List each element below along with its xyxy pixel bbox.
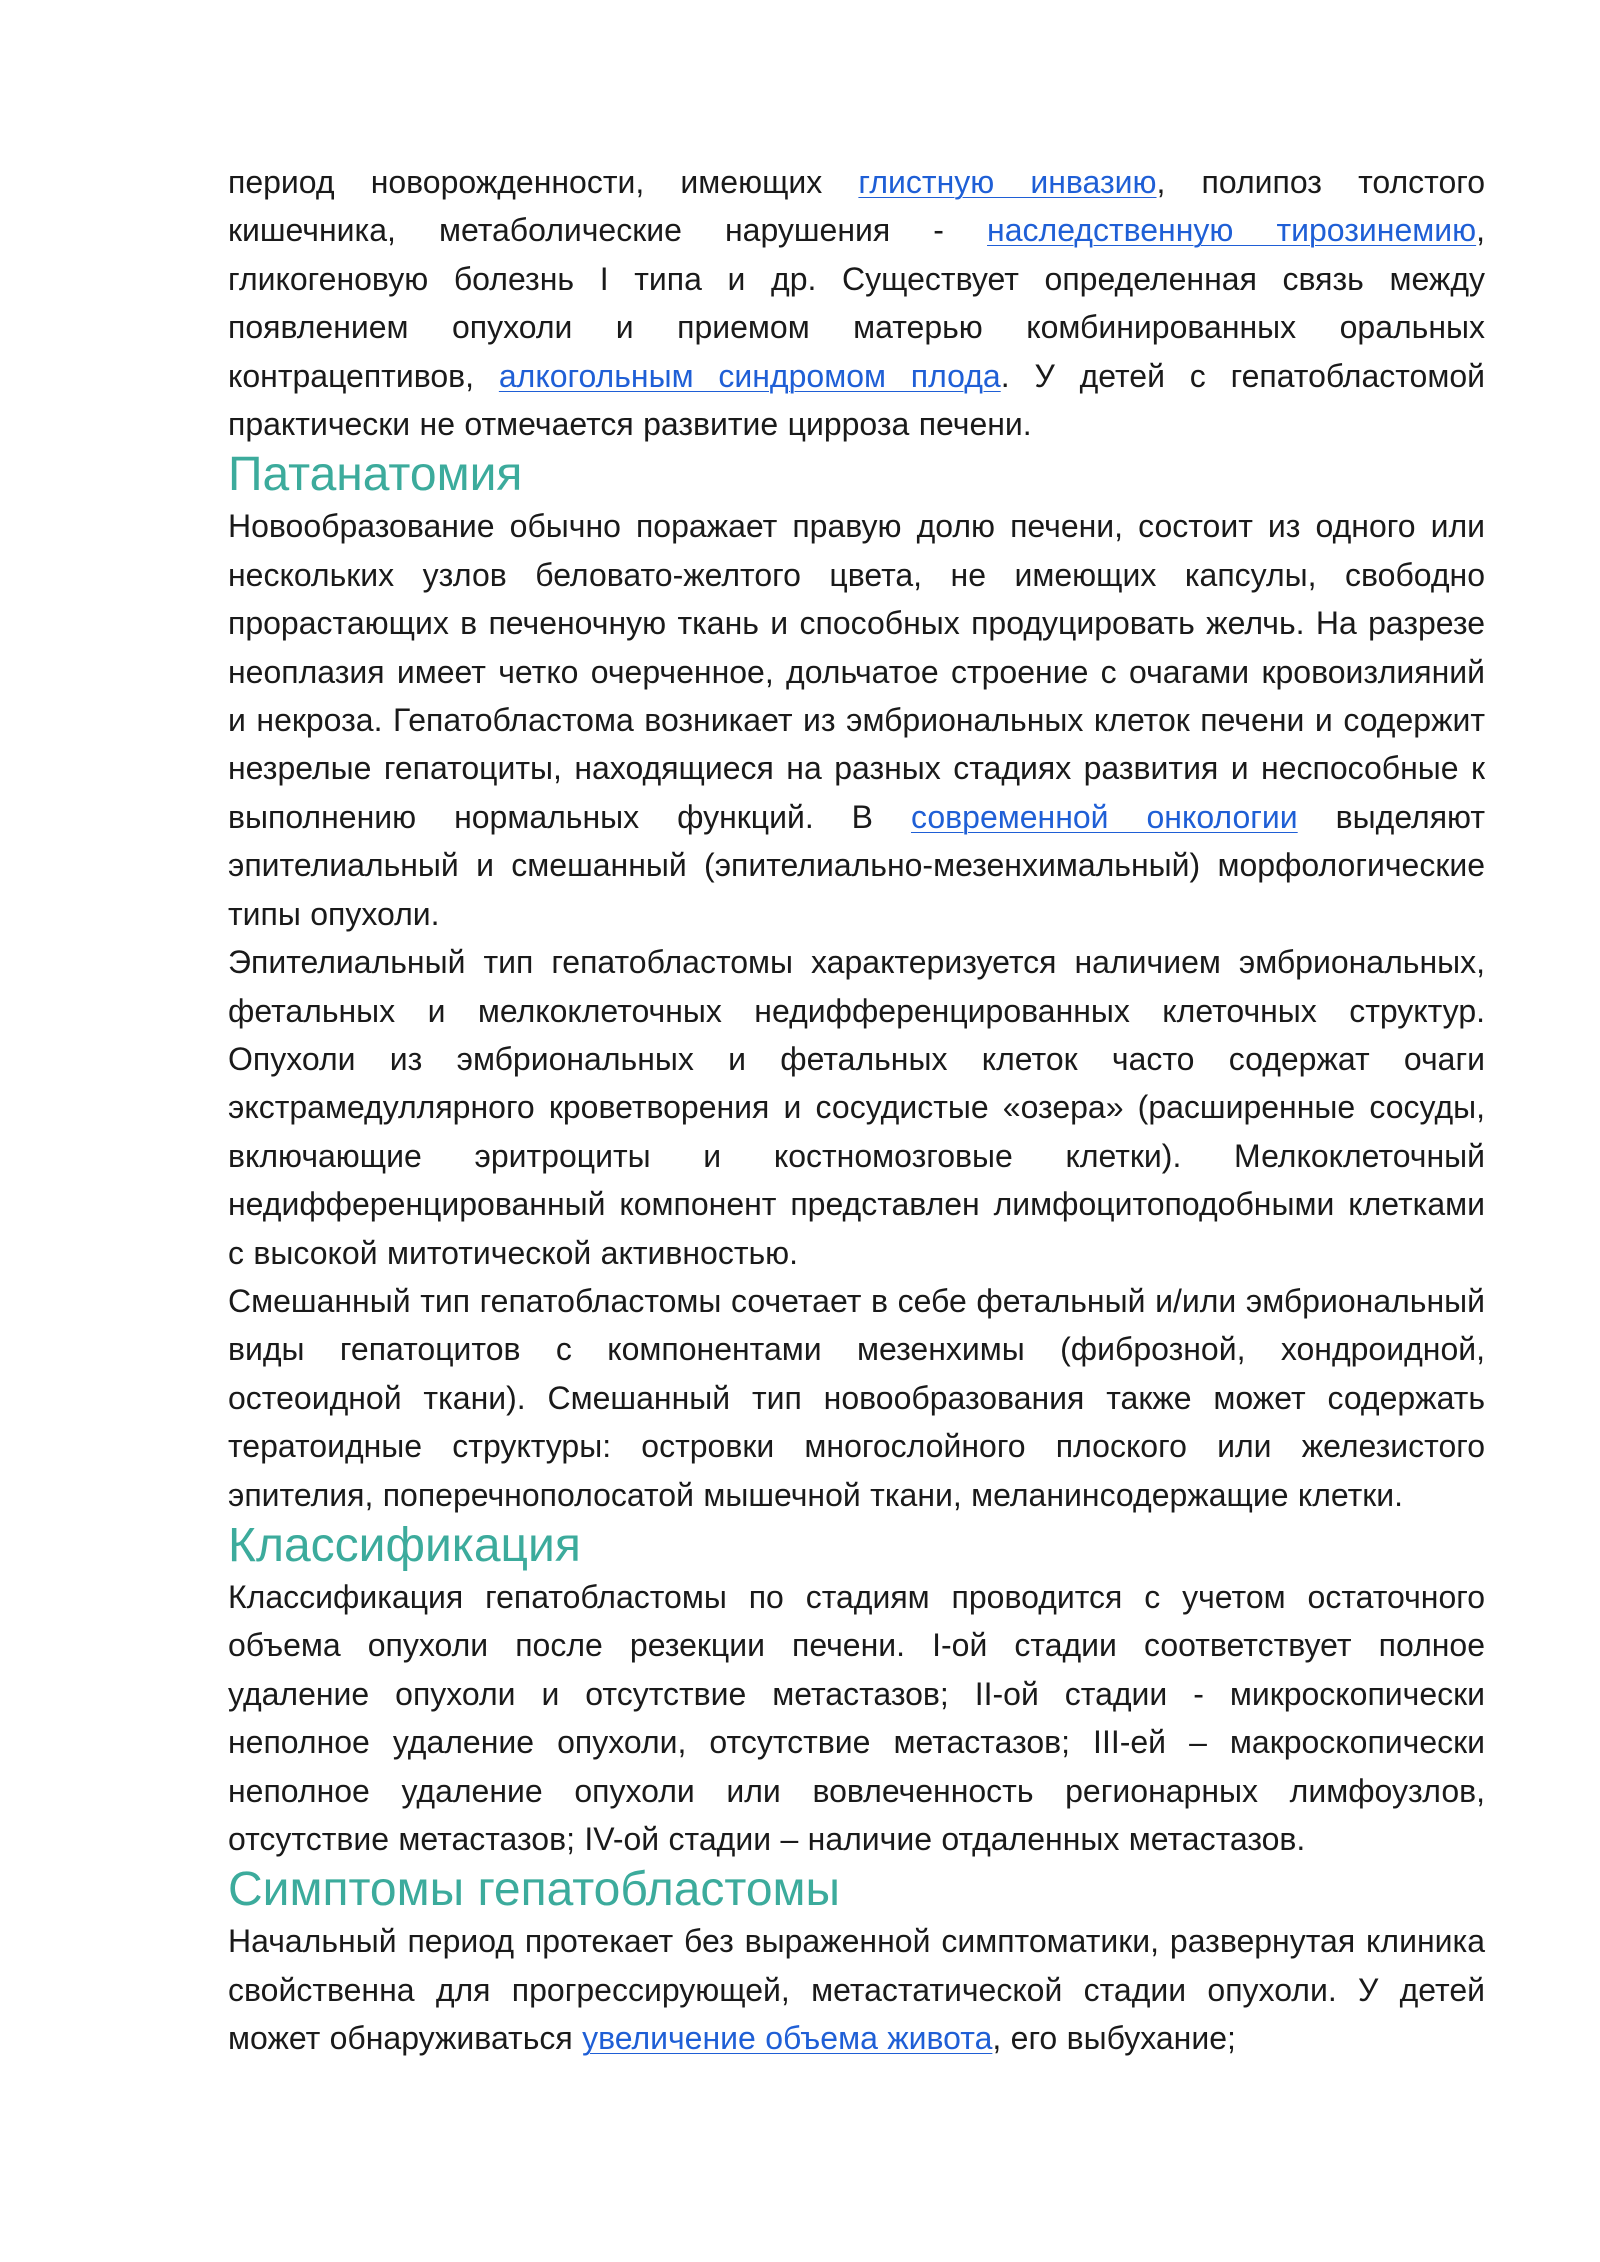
intro-text-1: период новорожденности, имеющих	[228, 164, 859, 200]
link-modern-oncology[interactable]: современной онкологии	[910, 798, 1298, 835]
link-fetal-alcohol-syndrome[interactable]: алкогольным синдромом плода	[498, 357, 1001, 394]
heading-classification: Классификация	[228, 1518, 581, 1572]
symptoms-text-2: , его выбухание;	[992, 2020, 1236, 2057]
classification-paragraph: Классификация гепатобластомы по стадиям проводится с учетом остаточного объема опухоли после резекции печени. I-ой стадии соответствует полное удаление опухоли и отсутствие метастазов; II-ой стадии - микроскопически неполное удаление опухоли, отсутствие метастазов; III-ей – макроскопически неполное удаление опухоли или вовлеченность регионарных лимфоузлов, отсутствие метастазов; IV-ой стадии – наличие отдаленных метастазов.	[228, 1578, 1485, 1857]
link-helminthic-invasion[interactable]: глистную инвазию	[858, 164, 1157, 200]
patanatomy-paragraph-2: Эпителиальный тип гепатобластомы характеризуется наличием эмбриональных, фетальных и мелкоклеточных недифференцированных клеточных структур. Опухоли из эмбриональных и фетальных клеток часто содержат очаги экстрамедуллярного кроветворения и сосудистые «озера» (расширенные сосуды, включающие эритроциты и костномозговые клетки). Мелкоклеточный недифференцированный компонент представлен лимфоцитоподобными клетками с высокой митотической активностью.	[228, 944, 1485, 1271]
patanatomy-text-2: выделяют эпителиальный и смешанный (эпителиально-мезенхимальный) морфологические типы опухоли.	[228, 798, 1486, 932]
intro-paragraph	[228, 158, 1485, 448]
intro-text-4: . У детей с гепатобластомой практически не отмечается развитие цирроза печени.	[228, 357, 1486, 443]
heading-symptoms: Симптомы гепатобластомы	[228, 1863, 841, 1917]
patanatomy-text-1: Новообразование обычно поражает правую долю печени, состоит из одного или нескольких узлов беловато-желтого цвета, не имеющих капсулы, свободно прорастающих в печеночную ткань и способных продуцировать желчь. На разрезе неоплазия имеет четко очерченное, дольчатое строение с очагами кровоизлияний и некроза. Гепатобластома возникает из эмбриональных клеток печени и содержит незрелые гепатоциты, находящиеся на разных стадиях развития и неспособные к выполнению нормальных функций. В	[228, 508, 1485, 835]
document-page	[228, 158, 1485, 2063]
heading-patanatomy: Патанатомия	[228, 448, 523, 502]
intro-text-3: , гликогеновую болезнь I типа и др. Существует определенная связь между появлением опухоли и приемом матерью комбинированных оральных контрацептивов,	[228, 212, 1486, 394]
link-hereditary-tyrosinemia[interactable]: наследственную тирозинемию	[987, 212, 1477, 249]
link-abdominal-enlargement[interactable]: увеличение объема живота	[582, 2020, 993, 2057]
symptoms-paragraph	[228, 1917, 1485, 2062]
patanatomy-paragraph-3: Смешанный тип гепатобластомы сочетает в себе фетальный и/или эмбриональный виды гепатоцитов с компонентами мезенхимы (фиброзной, хондроидной, остеоидной ткани). Смешанный тип новообразования также может содержать тератоидные структуры: островки многослойного плоского или железистого эпителия, поперечнополосатой мышечной ткани, меланинсодержащие клетки.	[228, 1282, 1485, 1513]
symptoms-text-1: Начальный период протекает без выраженной симптоматики, развернутая клиника свойственна для прогрессирующей, метастатической стадии опухоли. У детей может обнаруживаться	[228, 1923, 1485, 2057]
patanatomy-paragraph-1	[228, 502, 1485, 938]
intro-text-2: , полипоз толстого кишечника, метаболические нарушения -	[228, 164, 1485, 249]
